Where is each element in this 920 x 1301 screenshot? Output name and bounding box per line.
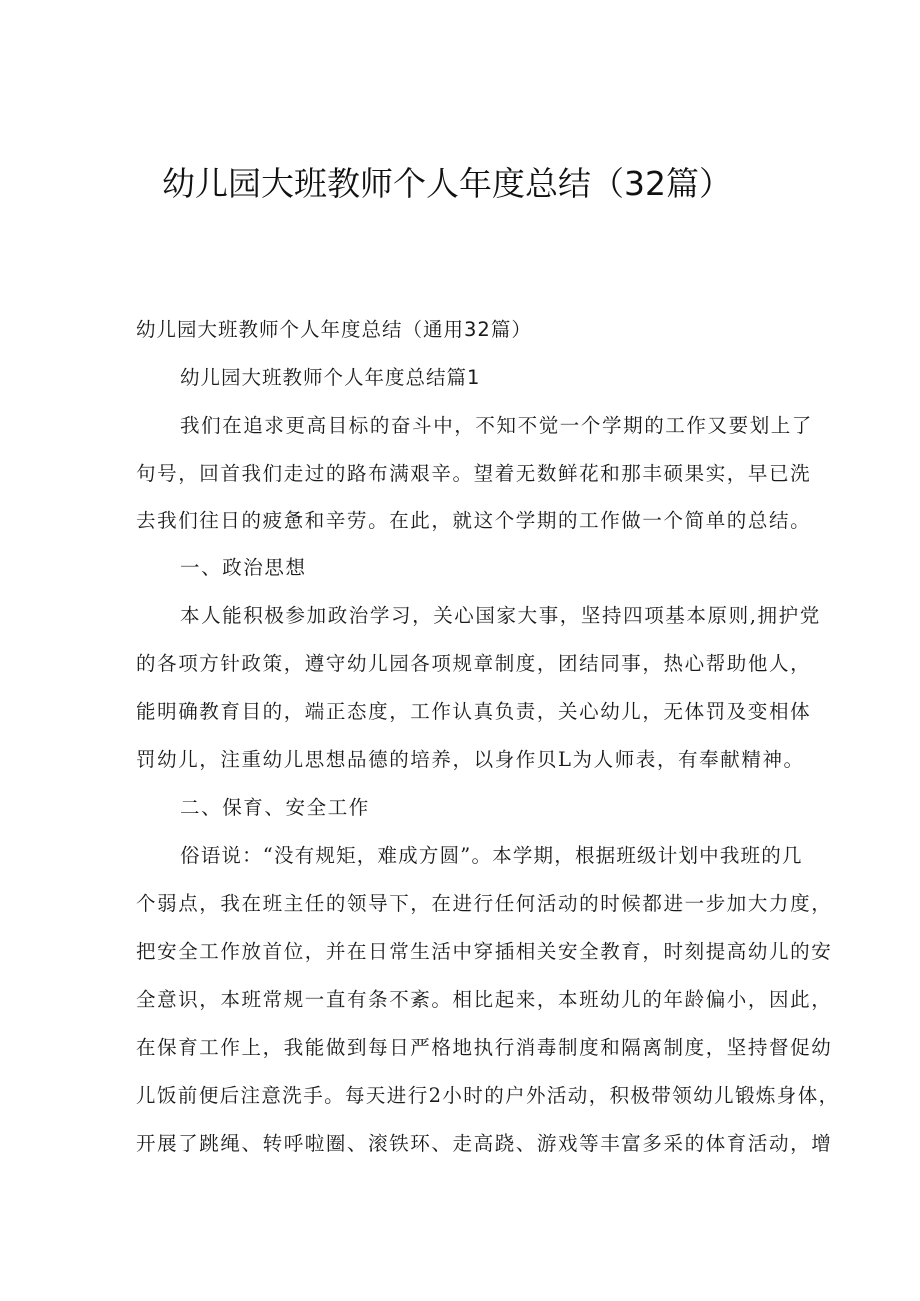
paragraph-line: 把安全工作放首位，并在日常生活中穿插相关安全教育，时刻提高幼儿的安 xyxy=(136,940,833,963)
paragraph-line: 能明确教育目的，端正态度，工作认真负责，关心幼儿，无体罚及变相体 xyxy=(136,700,812,723)
paragraph-line: 的各项方针政策，遵守幼儿园各项规章制度，团结同事，热心帮助他人， xyxy=(136,652,812,675)
document-title: 幼儿园大班教师个人年度总结（32篇） xyxy=(162,164,732,203)
paragraph-line: 本人能积极参加政治学习，关心国家大事，坚持四项基本原则,拥护党 xyxy=(180,604,821,627)
paragraph-line: 个弱点，我在班主任的领导下，在进行任何活动的时候都进一步加大力度， xyxy=(136,892,833,915)
paragraph-line: 去我们往日的疲惫和辛劳。在此，就这个学期的工作做一个简单的总结。 xyxy=(136,509,812,532)
document-subtitle: 幼儿园大班教师个人年度总结（通用32篇） xyxy=(136,318,532,341)
paragraph-line: 全意识，本班常规一直有条不紊。相比起来，本班幼儿的年龄偏小，因此， xyxy=(136,988,833,1011)
subsection-heading-politics: 一、政治思想 xyxy=(180,556,307,579)
paragraph-line: 开展了跳绳、转呼啦圈、滚铁环、走高跷、游戏等丰富多采的体育活动，增 xyxy=(136,1132,833,1155)
paragraph-line: 罚幼儿，注重幼儿思想品德的培养，以身作贝L为人师表，有奉献精神。 xyxy=(136,748,805,771)
paragraph-line: 我们在追求更高目标的奋斗中，不知不觉一个学期的工作又要划上了 xyxy=(180,414,814,437)
paragraph-line: 儿饭前便后注意洗手。每天进行2小时的户外活动，积极带领幼儿锻炼身体， xyxy=(136,1084,840,1107)
paragraph-line: 在保育工作上，我能做到每日严格地执行消毒制度和隔离制度，坚持督促幼 xyxy=(136,1036,833,1059)
section-heading: 幼儿园大班教师个人年度总结篇1 xyxy=(180,366,481,389)
paragraph-line: 句号，回首我们走过的路布满艰辛。望着无数鲜花和那丰硕果实，早已洗 xyxy=(136,462,812,485)
subsection-heading-safety: 二、保育、安全工作 xyxy=(180,796,370,819)
paragraph-line: 俗语说：“没有规矩，难成方圆”。本学期，根据班级计划中我班的几 xyxy=(180,844,803,867)
